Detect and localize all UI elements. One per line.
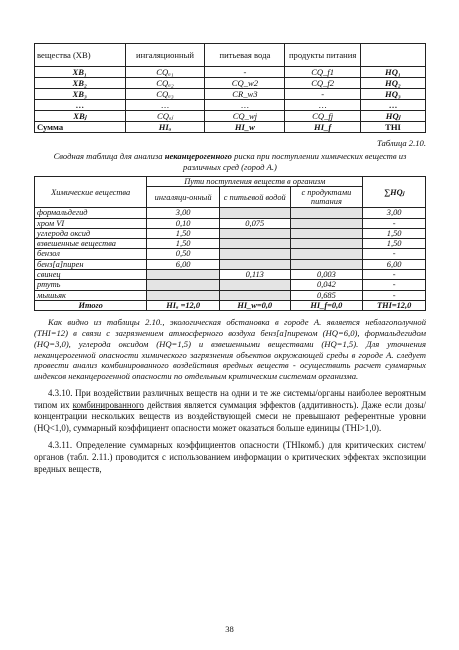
header-cell: питьевая вода — [205, 44, 285, 67]
table-cell — [290, 249, 363, 259]
table-cell: CQ_w2 — [205, 78, 285, 89]
table-cell: - — [363, 249, 426, 259]
table-cell: HQ₃ — [360, 89, 425, 100]
table-row — [35, 259, 426, 269]
exposure-table — [34, 43, 426, 133]
table-cell: 0,042 — [290, 280, 363, 290]
underlined-term: комбинированного — [72, 399, 144, 410]
table-cell: мышьяк — [35, 290, 147, 300]
table-cell: взвешенные вещества — [35, 239, 147, 249]
table-cell: - — [363, 270, 426, 280]
summary-risk-table — [34, 176, 426, 311]
table-row — [35, 249, 426, 259]
table-cell: CQₐ₃ — [125, 89, 205, 100]
table-cell: 6,00 — [363, 259, 426, 269]
caption-bold-text: неканцерогенного — [164, 151, 232, 161]
paragraph-text-end: действия является суммация эффектов (аддитивность). Даже если дозы/концентрации нескольких веществ из воздействующей смеси не превышают референтные уровни (HQ<1,0), суммарный коэффициент опасности может оказаться больше единицы (THI>1,0). — [34, 399, 426, 433]
table-cell: хром VI — [35, 218, 147, 228]
total-row — [35, 300, 426, 310]
table-cell: 0,10 — [147, 218, 220, 228]
table-cell — [219, 259, 290, 269]
table-row — [35, 111, 426, 122]
table-row — [35, 89, 426, 100]
table-row — [35, 290, 426, 300]
table-header-row — [35, 44, 426, 67]
table-row — [35, 100, 426, 111]
header-cell: ∑HQⱼ — [363, 177, 426, 208]
table-cell: HI_w=0,0 — [219, 300, 290, 310]
table-cell: ХВ₂ — [35, 78, 126, 89]
table-cell: … — [205, 100, 285, 111]
header-cell: ингаляци-онный — [147, 187, 220, 208]
body-paragraph: 4.3.11. Определение суммарных коэффициентов опасности (THIкомб.) для критических систем/органов (табл. 2.11.) проводится с использованием информации о критических эффектах экспозиции вредных веществ, — [34, 440, 426, 474]
table-cell: 1,50 — [147, 239, 220, 249]
table-cell: CQ_wj — [205, 111, 285, 122]
table-cell: 0,113 — [219, 270, 290, 280]
table-cell: HQⱼ — [360, 111, 425, 122]
table-cell: формальдегид — [35, 208, 147, 218]
table-cell: - — [205, 67, 285, 78]
table-row — [35, 218, 426, 228]
table-cell: 1,50 — [363, 228, 426, 238]
table-cell — [219, 280, 290, 290]
table-cell: CQ_f1 — [285, 67, 361, 78]
table-cell — [290, 218, 363, 228]
table-header-row — [35, 177, 426, 187]
sum-row — [35, 122, 426, 133]
table-cell — [147, 290, 220, 300]
table-cell — [147, 270, 220, 280]
table-number: Таблица 2.10. — [377, 138, 426, 148]
table-row — [35, 270, 426, 280]
table-cell: … — [360, 100, 425, 111]
table-cell: ХВ₃ — [35, 89, 126, 100]
table-row — [35, 228, 426, 238]
table-cell: HIₐ — [125, 122, 205, 133]
header-cell: с продуктами питания — [290, 187, 363, 208]
table-row — [35, 208, 426, 218]
table-row — [35, 239, 426, 249]
header-cell: вещества (ХВ) — [35, 44, 126, 67]
table-cell: 1,50 — [363, 239, 426, 249]
table-cell: THI=12,0 — [363, 300, 426, 310]
table-cell: бензол — [35, 249, 147, 259]
table-cell — [290, 239, 363, 249]
table-cell: 6,00 — [147, 259, 220, 269]
table-cell: … — [285, 100, 361, 111]
conclusion-paragraph: Как видно из таблицы 2.10., экологическая обстановка в городе А. является неблагополучной (THI=12) в связи с загрязнением атмосферного воздуха бенз[а]пиреном (HQ=6,0), формальдегидом (HQ=3,0), углерода оксидом (HQ=1,5) и взвешенными веществами (HQ=1,5). Для уточнения неканцерогенной опасности химического загрязнения объектов окружающей среды в городе А. следует провести анализ комбинированного воздействия вредных веществ - осуществить расчет суммарных индексов неканцерогенной опасности по отдельным критическим системам организма. — [34, 317, 426, 382]
table-cell: CQₐ₁ — [125, 67, 205, 78]
table-caption — [34, 151, 426, 172]
table-cell — [290, 208, 363, 218]
header-cell: ингаляционный — [125, 44, 205, 67]
table-cell — [219, 249, 290, 259]
table-cell: ХВ₁ — [35, 67, 126, 78]
page-number: 38 — [225, 624, 234, 634]
table-cell: HI_f=0,0 — [290, 300, 363, 310]
table-cell: … — [35, 100, 126, 111]
table-cell: CQₐ₂ — [125, 78, 205, 89]
table-cell: THI — [360, 122, 425, 133]
table-cell — [290, 228, 363, 238]
header-cell: продукты питания — [285, 44, 361, 67]
table-cell: - — [285, 89, 361, 100]
table-cell: … — [125, 100, 205, 111]
table-cell: CQ_fj — [285, 111, 361, 122]
caption-text: Сводная таблица для анализа — [53, 151, 165, 161]
table-cell: углерода оксид — [35, 228, 147, 238]
table-cell: HIₐ =12,0 — [147, 300, 220, 310]
caption-text-end: риска при поступлении химических веществ из различных сред (город А.) — [183, 151, 407, 172]
table-cell: Сумма — [35, 122, 126, 133]
table-cell: 3,00 — [147, 208, 220, 218]
table-cell: 0,685 — [290, 290, 363, 300]
document-page — [34, 43, 426, 475]
table-cell: ХВⱼ — [35, 111, 126, 122]
table-cell: ртуть — [35, 280, 147, 290]
table-cell — [219, 208, 290, 218]
table-cell — [219, 290, 290, 300]
table-cell: 3,00 — [363, 208, 426, 218]
table-cell: 0,003 — [290, 270, 363, 280]
table-cell — [290, 259, 363, 269]
header-cell: Пути поступления веществ в организм — [147, 177, 363, 187]
table-cell: - — [363, 218, 426, 228]
table-cell: CR_w3 — [205, 89, 285, 100]
header-cell: Химические вещества — [35, 177, 147, 208]
table-cell: HI_f — [285, 122, 361, 133]
table-cell: 0,50 — [147, 249, 220, 259]
table-cell: - — [363, 290, 426, 300]
table-cell — [219, 239, 290, 249]
table-row — [35, 67, 426, 78]
header-cell: с питьевой водой — [219, 187, 290, 208]
table-cell — [147, 280, 220, 290]
table-cell: HQ₁ — [360, 67, 425, 78]
table-cell: 0,075 — [219, 218, 290, 228]
table-cell: Итого — [35, 300, 147, 310]
table-cell: HQ₂ — [360, 78, 425, 89]
table-cell: CQ_f2 — [285, 78, 361, 89]
header-cell — [360, 44, 425, 67]
table-cell: свинец — [35, 270, 147, 280]
table-row — [35, 78, 426, 89]
table-cell: бенз[а]пирен — [35, 259, 147, 269]
table-cell: - — [363, 280, 426, 290]
table-cell: HI_w — [205, 122, 285, 133]
table-row — [35, 280, 426, 290]
body-paragraph — [34, 388, 426, 434]
table-cell: CQₐⱼ — [125, 111, 205, 122]
table-cell — [219, 228, 290, 238]
table-cell: 1,50 — [147, 228, 220, 238]
paragraph-text: 4.3.10. При воздействии различных веществ на одни и те же системы/органы наиболее вероятным типом их — [34, 388, 426, 410]
